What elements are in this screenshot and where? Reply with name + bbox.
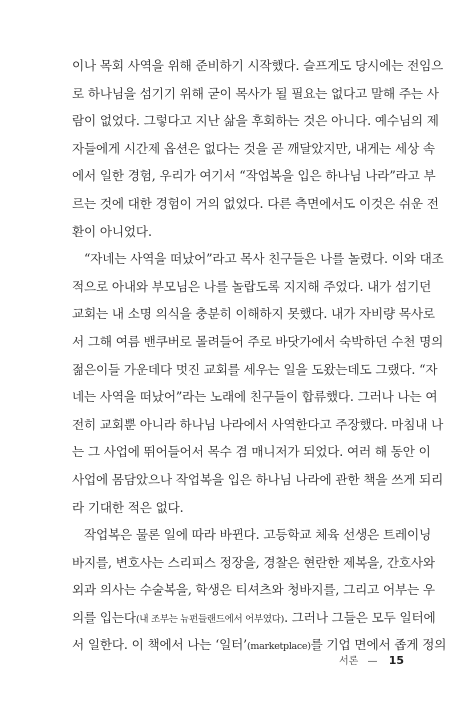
text-line: 람이 없었다. 그렇다고 지난 삶을 후회하는 것은 아니다. 예수님의 제 <box>72 113 439 129</box>
text-line: 젊은이들 가운데다 멋진 교회를 세우는 일을 도왔는데도 그랬다. “자 <box>72 361 438 377</box>
text-line: 외과 의사는 수술복을, 학생은 티셔츠와 청바지를, 그리고 어부는 우 <box>72 582 435 598</box>
text-line: 서 그해 여름 밴쿠버로 몰려들어 주로 바닷가에서 숙박하던 수천 명의 <box>72 333 444 349</box>
text-line: 라 기대한 적은 없다. <box>72 499 184 515</box>
text-line: 에서 일한 경험, 우리가 여기서 “작업복을 입은 하나님 나라”라고 부 <box>72 168 436 184</box>
text-line: 는 그 사업에 뛰어들어서 목수 겸 매니저가 되었다. 여러 해 동안 이 <box>72 444 431 460</box>
text-line: 사업에 몸담았으나 작업복을 입은 하나님 나라에 관한 책을 쓰게 되리 <box>72 471 444 487</box>
text-line: 전히 교회뿐 아니라 하나님 나라에서 사역한다고 주장했다. 마침내 나 <box>72 416 444 432</box>
paragraph-first-line: “자네는 사역을 떠났어”라고 목사 친구들은 나를 놀렸다. 이와 대조 <box>84 251 444 267</box>
text-segment: 의를 입는다 <box>72 609 136 625</box>
text-line-with-note <box>72 604 436 632</box>
page-footer <box>339 652 404 667</box>
text-line: 이나 목회 사역을 위해 준비하기 시작했다. 슬프게도 당시에는 전임으 <box>72 58 444 73</box>
text-line: 로 하나님을 섬기기 위해 굳이 목사가 될 필요는 없다고 말해 주는 사 <box>72 85 439 101</box>
footer-separator: — <box>367 656 378 667</box>
inline-note: (marketplace) <box>247 641 311 653</box>
section-title: 서론 <box>338 656 359 667</box>
body-text <box>72 52 447 659</box>
text-line: 네는 사역을 떠났어”라는 노래에 친구들이 합류했다. 그러나 나는 여 <box>72 389 438 405</box>
paragraph-first-line: 작업복은 물론 일에 따라 바뀐다. 고등학교 체육 선생은 트레이닝 <box>84 527 432 543</box>
text-segment: . 그러나 그들은 모두 일터에 <box>284 609 436 625</box>
text-line: 르는 것에 대한 경험이 거의 없었다. 다른 측면에서도 이것은 쉬운 전 <box>72 195 439 211</box>
text-line: 자들에게 시간제 옵션은 없다는 것을 곧 깨달았지만, 내게는 세상 속 <box>72 140 435 156</box>
page-number: 15 <box>388 654 404 667</box>
text-segment: 서 일한다. 이 책에서 나는 ‘일터’ <box>72 637 248 653</box>
text-line: 환이 아니었다. <box>72 223 152 239</box>
text-line: 교회는 내 소명 의식을 충분히 이해하지 못했다. 내가 자비량 목사로 <box>72 306 435 322</box>
text-line: 적으로 아내와 부모님은 나를 놀랍도록 지지해 주었다. 내가 섬기던 <box>72 278 432 294</box>
text-segment: 를 기업 면에서 좁게 정의 <box>310 637 447 653</box>
text-line: 바지를, 변호사는 스리피스 정장을, 경찰은 현란한 제복을, 간호사와 <box>72 554 435 570</box>
inline-note: (내 조부는 뉴펀들랜드에서 어부였다) <box>135 613 285 625</box>
